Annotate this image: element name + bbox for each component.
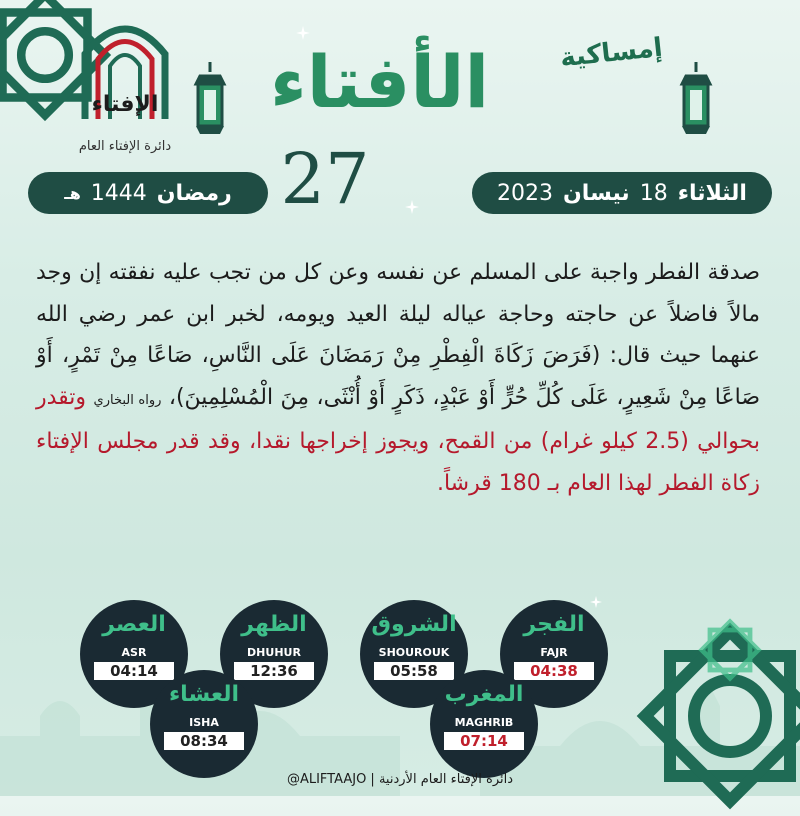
prayer-name-ar: العشاء (168, 682, 240, 707)
hijri-day: 27 (280, 138, 370, 220)
lantern-icon (676, 62, 716, 142)
prayer-name-en: ISHA (189, 716, 219, 729)
title-small: إمساكية (558, 32, 665, 74)
prayer-name-ar: الشروق (371, 612, 457, 637)
hijri-year: 1444 (90, 180, 147, 206)
hijri-suffix: هـ (64, 183, 81, 203)
star-icon (296, 26, 310, 40)
lantern-icon (190, 62, 230, 142)
islamic-star-pattern-icon (690, 610, 770, 690)
body-main-text: صدقة الفطر واجبة على المسلم عن نفسه وعن كل من تجب عليه نفقته إن وجد مالاً فاضلاً عن حاجته وحاجة عياله ليلة العيد ويومه، لخبر ابن عمر رضي الله عنهما حيث قال: (فَرَضَ زَكَاةَ الْفِطْرِ مِنْ رَمَضَانَ عَلَى النَّاسِ، صَاعًا مِنْ تَمْرٍ، أَوْ صَاعًا مِنْ شَعِيرٍ، عَلَى كُلِّ حُرٍّ أَوْ عَبْدٍ، ذَكَرٍ أَوْ أُنْثَى، مِنَ الْمُسْلِمِينَ)، (36, 260, 761, 410)
greg-day: 18 (639, 180, 668, 206)
zakat-al-fitr-text (36, 252, 760, 504)
logo-text: الإفتاء (91, 92, 159, 117)
citation: رواه البخاري (93, 392, 162, 408)
prayer-isha (150, 670, 258, 778)
prayer-name-en: SHOUROUK (378, 646, 450, 659)
prayer-name-ar: الظهر (241, 612, 307, 637)
prayer-name-en: FAJR (540, 646, 568, 659)
logo-caption: دائرة الإفتاء العام (78, 139, 172, 154)
weekday: الثلاثاء (677, 180, 747, 206)
prayer-name-en: MAGHRIB (454, 716, 514, 729)
prayer-name-ar: الفجر (523, 612, 585, 637)
prayer-name-ar: المغرب (444, 682, 524, 707)
body-red-text: وتقدر بحوالي (2.5 كيلو غرام) من القمح، ويجوز إخراجها نقدا، وقد قدر مجلس الإفتاء زكاة الفطر لهذا العام بـ 180 قرشاً. (36, 384, 760, 496)
footer-credit: @ALIFTAAJO | دائرة الإفتاء العام الأردنية (286, 772, 514, 787)
prayer-name-en: DHUHUR (247, 646, 301, 659)
hijri-date-pill (28, 172, 268, 214)
greg-month: نيسان (563, 180, 630, 206)
ifta-logo (60, 14, 190, 154)
star-icon (590, 596, 602, 608)
prayer-name-en: ASR (121, 646, 147, 659)
prayer-time: 05:58 (374, 662, 454, 680)
prayer-time: 04:38 (514, 662, 594, 680)
prayer-time: 12:36 (234, 662, 314, 680)
greg-year: 2023 (497, 180, 554, 206)
hijri-month: رمضان (156, 180, 232, 206)
prayer-time: 04:14 (94, 662, 174, 680)
page-title: الأفتاء (270, 40, 490, 124)
star-icon (405, 200, 419, 214)
prayer-time: 08:34 (164, 732, 244, 750)
prayer-maghrib (430, 670, 538, 778)
prayer-name-ar: العصر (102, 612, 166, 637)
prayer-time: 07:14 (444, 732, 524, 750)
gregorian-date-pill (472, 172, 772, 214)
